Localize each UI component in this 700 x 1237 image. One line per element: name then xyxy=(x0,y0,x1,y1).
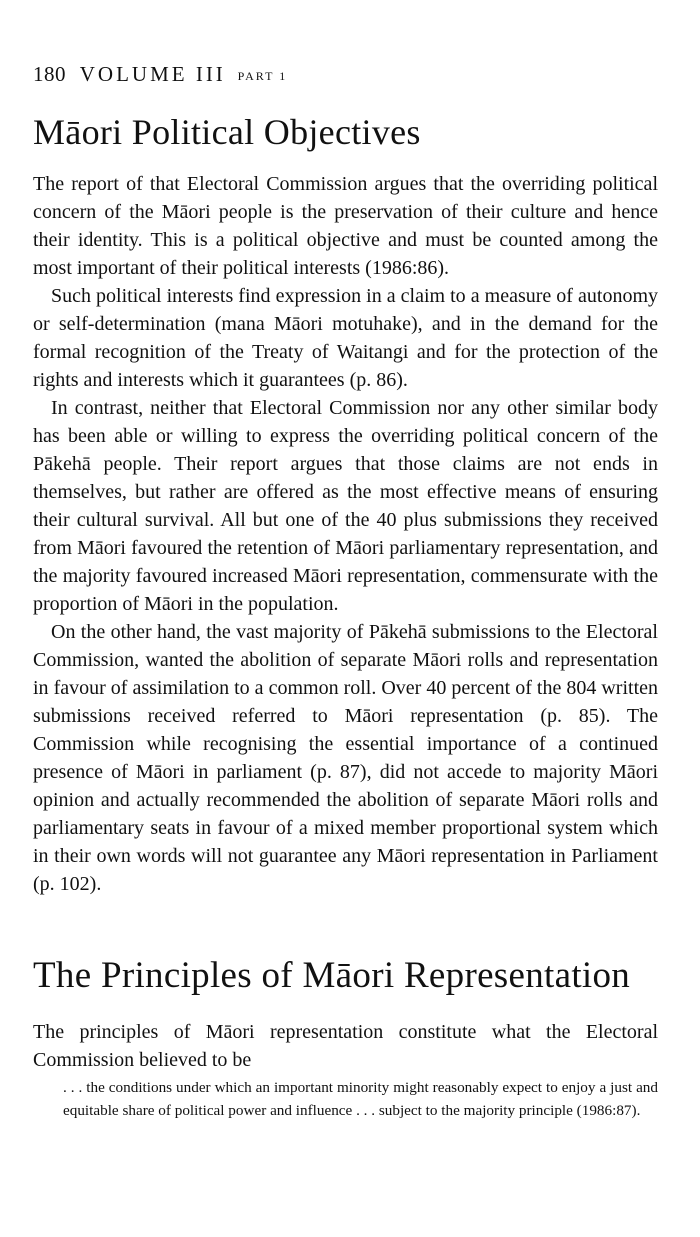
paragraph-intro: The principles of Māori representation constitute what the Electoral Commission believed to be xyxy=(33,1021,658,1071)
section-title-political-objectives: Māori Political Objectives xyxy=(33,112,421,152)
section-title-principles-representation: The Principles of Māori Representation xyxy=(33,955,631,996)
page-number: 180 xyxy=(33,62,66,86)
document-page xyxy=(33,60,658,1122)
running-head xyxy=(33,60,658,90)
part-label: PART 1 xyxy=(237,69,288,83)
paragraph-4: On the other hand, the vast majority of Pākehā submissions to the Electoral Commission, wanted the abolition of separate Māori rolls and representation in favour of assimilation to a common roll. Over 40 percent of the 804 written submissions received referred to Māori representation (p. 85). The Commission while recognising the essential importance of a continued presence of Māori in parliament (p. 87), did not accede to majority Māori opinion and actually recommended the abolition of separate Māori rolls and parliamentary seats in favour of a mixed member proportional system which in their own words will not guarantee any Māori representation in Parliament (p. 102). xyxy=(33,621,658,895)
paragraph-3: In contrast, neither that Electoral Commission nor any other similar body has been able or willing to express the overriding political concern of the Pākehā people. Their report argues that those claims are not ends in themselves, but rather are offered as the most effective means of ensuring their cultural survival. All but one of the 40 plus submissions they received from Māori favoured the retention of Māori parliamentary representation, and the majority favoured increased Māori representation, commensurate with the proportion of Māori in the population. xyxy=(33,397,658,615)
paragraph-1: The report of that Electoral Commission argues that the overriding political concern of the Māori people is the preservation of their culture and hence their identity. This is a political objective and must be counted among the most important of their political interests (1986:86). xyxy=(33,173,658,279)
volume-label: VOLUME III xyxy=(79,62,226,86)
paragraph-2: Such political interests find expression in a claim to a measure of autonomy or self-determination (mana Māori motuhake), and in the demand for the formal recognition of the Treaty of Waitangi and for the protection of the rights and interests which it guarantees (p. 86). xyxy=(33,285,658,391)
block-quote: . . . the conditions under which an important minority might reasonably expect to enjoy a just and equitable share of political power and influence . . . subject to the majority principle (1986:87). xyxy=(63,1079,658,1119)
